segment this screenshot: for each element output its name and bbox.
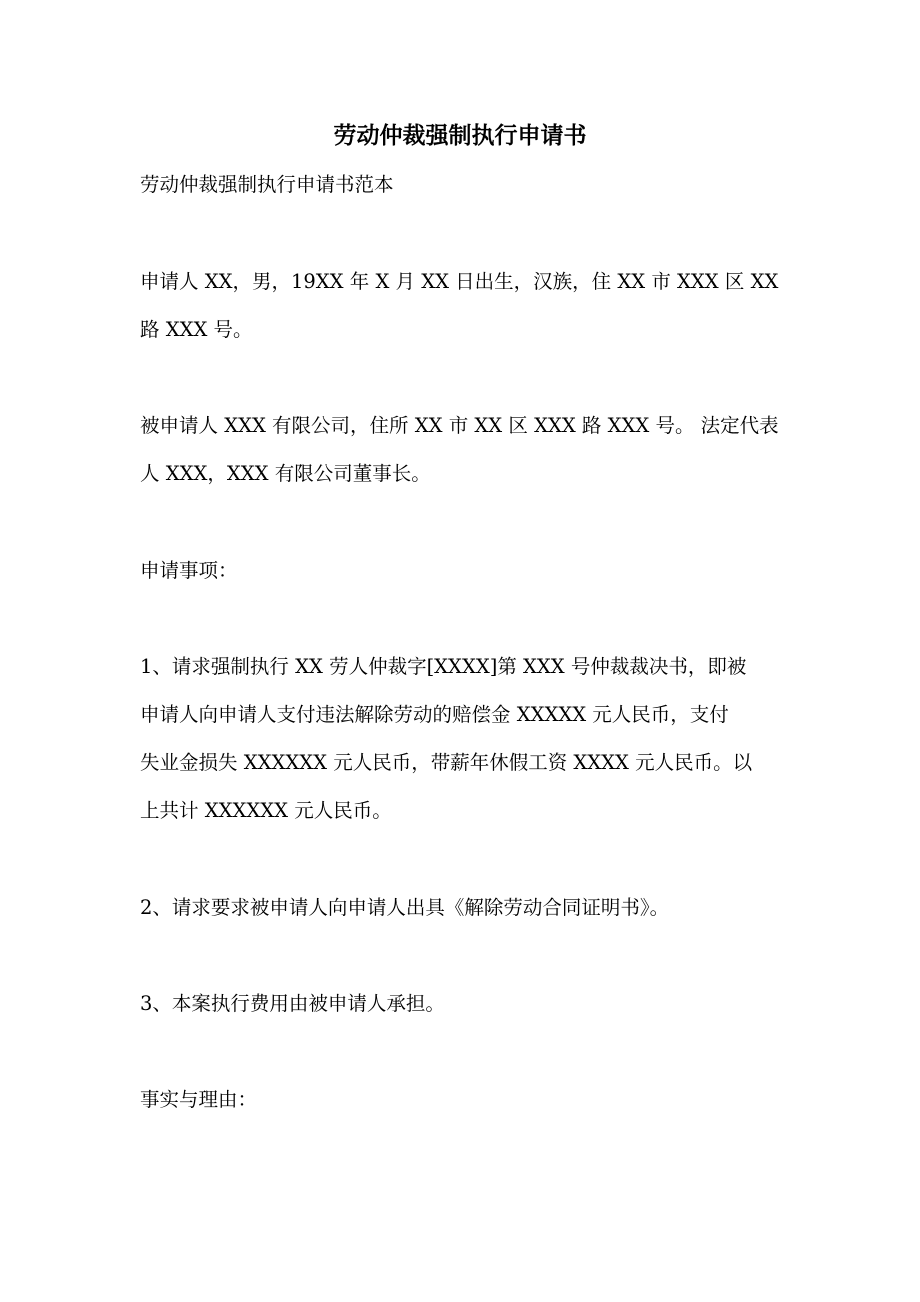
facts-heading-text: 事实与理由：: [140, 1088, 258, 1111]
facts-heading: [140, 1076, 780, 1124]
requests-heading-text: 申请事项：: [140, 559, 238, 582]
respondent-line-2: 人 XXX，XXX 有限公司董事长。: [140, 462, 431, 485]
subtitle-line: 劳动仲裁强制执行申请书范本: [140, 173, 394, 196]
document-title: 劳动仲裁强制执行申请书: [333, 122, 587, 149]
requests-heading: [140, 547, 780, 595]
request-1-line-4: 上共计 XXXXXX 元人民币。: [140, 799, 392, 822]
request-3-line-1: 3、本案执行费用由被申请人承担。: [140, 992, 445, 1015]
request-item-3: [140, 980, 780, 1028]
request-item-2: [140, 884, 780, 932]
request-1-line-3: 失业金损失 XXXXXX 元人民币，带薪年休假工资 XXXX 元人民币。以: [140, 751, 753, 774]
applicant-paragraph: [140, 258, 780, 354]
respondent-line-1: 被申请人 XXX 有限公司，住所 XX 市 XX 区 XXX 路 XXX 号。 法定代表: [140, 414, 779, 437]
request-item-1: [140, 643, 780, 835]
request-1-line-1: 1、请求强制执行 XX 劳人仲裁字[XXXX]第 XXX 号仲裁裁决书，即被: [140, 655, 747, 678]
applicant-line-2: 路 XXX 号。: [140, 318, 253, 341]
document-subtitle: [140, 161, 780, 209]
respondent-paragraph: [140, 402, 780, 498]
request-1-line-2: 申请人向申请人支付违法解除劳动的赔偿金 XXXXX 元人民币，支付: [140, 703, 729, 726]
request-2-line-1: 2、请求要求被申请人向申请人出具《解除劳动合同证明书》。: [140, 896, 670, 919]
applicant-line-1: 申请人 XX，男，19XX 年 X 月 XX 日出生，汉族，住 XX 市 XXX 区 XX: [140, 270, 779, 293]
